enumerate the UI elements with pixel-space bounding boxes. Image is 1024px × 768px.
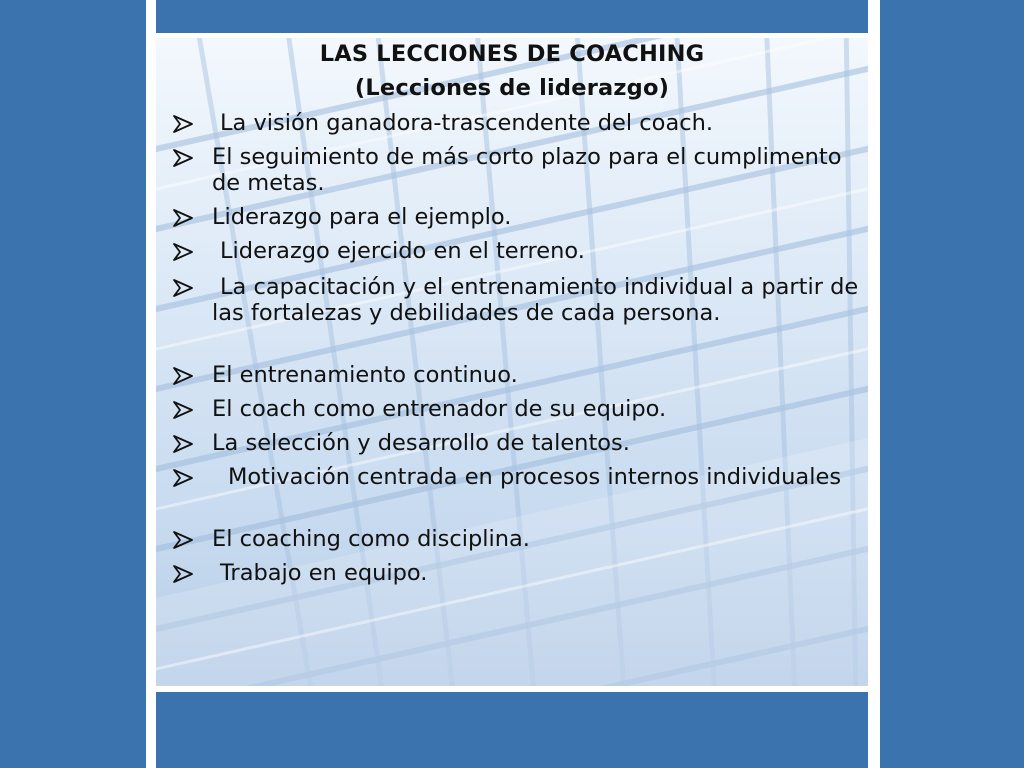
content-panel <box>156 38 868 686</box>
list-item-text: El coach como entrenador de su equipo. <box>212 396 667 422</box>
arrow-bullet-icon <box>172 278 194 298</box>
arrow-bullet-icon <box>172 366 194 386</box>
list-item-text: La selección y desarrollo de talentos. <box>212 430 630 456</box>
arrow-bullet-icon <box>172 148 194 168</box>
list-item-text: La capacitación y el entrenamiento individual a partir de las fortalezas y debilidades de cada persona. <box>212 274 859 326</box>
list-item-text: Trabajo en equipo. <box>220 560 428 586</box>
list-item-text: El seguimiento de más corto plazo para el cumplimento de metas. <box>212 144 842 196</box>
slide-content <box>156 38 868 686</box>
title-line-1: LAS LECCIONES DE COACHING <box>319 41 705 67</box>
list-item-text: Liderazgo ejercido en el terreno. <box>220 238 585 264</box>
arrow-bullet-icon <box>172 468 194 488</box>
arrow-bullet-icon <box>172 114 194 134</box>
title-line-2: (Lecciones de liderazgo) <box>354 75 670 101</box>
list-item-text: El entrenamiento continuo. <box>212 362 518 388</box>
list-item-text: El coaching como disciplina. <box>212 526 530 552</box>
arrow-bullet-icon <box>172 530 194 550</box>
arrow-bullet-icon <box>172 242 194 262</box>
arrow-bullet-icon <box>172 564 194 584</box>
list-item-text: Motivación centrada en procesos internos individuales <box>228 464 842 490</box>
arrow-bullet-icon <box>172 400 194 420</box>
arrow-bullet-icon <box>172 208 194 228</box>
bottom-band <box>156 692 868 768</box>
list-item-text: Liderazgo para el ejemplo. <box>212 204 512 230</box>
top-band <box>156 0 868 33</box>
arrow-bullet-icon <box>172 434 194 454</box>
list-item-text: La visión ganadora-trascendente del coach. <box>220 110 714 136</box>
